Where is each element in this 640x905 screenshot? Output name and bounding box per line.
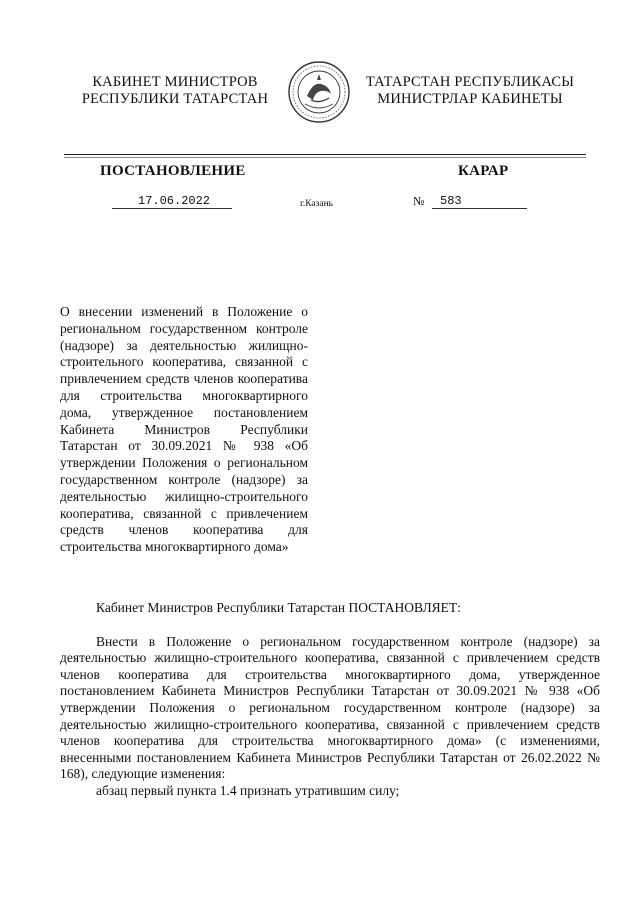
doc-number-field [432, 194, 527, 209]
header-left-line-2: РЕСПУБЛИКИ ТАТАРСТАН [81, 91, 269, 107]
doc-date: 17.06.2022 [138, 194, 211, 208]
doc-subject: О внесении изменений в Положение о региональном государственном контроле (надзоре) за деятельностью жилищно-строительного кооператива, связанной с привлечением средств членов кооператива для строительства многоквартирного дома, утвержденное постановлением Кабинета Министров Республики Татарстан от 30.09.2021 № 938 «Об утверждении Положения о региональном государственном контроле (надзоре) за деятельностью жилищно-строительного кооператива, связанной с привлечением средств членов кооператива для строительства многоквартирного дома» [60, 304, 308, 555]
header-divider-thin [64, 157, 586, 158]
header-right-line-1: ТАТАРСТАН РЕСПУБЛИКАСЫ [365, 74, 575, 90]
number-sign: № [413, 194, 425, 208]
header-left-line-1: КАБИНЕТ МИНИСТРОВ [92, 74, 258, 90]
body-paragraph-1: Внести в Положение о региональном государственном контроле (надзоре) за деятельностью жилищно-строительного кооператива, связанной с привлечением средств членов кооператива для строительства многоквартирного дома, утвержденное постановлением Кабинета Министров Республики Татарстан от 30.09.2021 № 938 «Об утверждении Положения о региональном государственном контроле (надзоре) за деятельностью жилищно-строительного кооператива, связанной с привлечением средств членов кооператива для строительства многоквартирного дома» (с изменениями, внесенными постановлением Кабинета Министров Республики Татарстан от 26.02.2022 № 168), следующие изменения: [60, 633, 600, 782]
doc-date-field [112, 194, 232, 209]
header-right-line-2: МИНИСТРЛАР КАБИНЕТЫ [377, 91, 563, 107]
doc-type-tatar: КАРАР [458, 163, 509, 179]
doc-body [60, 600, 600, 800]
doc-number: 583 [440, 194, 462, 208]
doc-city: г.Казань [300, 199, 334, 209]
header-right [350, 74, 590, 108]
header-divider [64, 154, 586, 155]
coat-of-arms-icon [287, 60, 351, 124]
doc-type-russian: ПОСТАНОВЛЕНИЕ [100, 163, 246, 179]
body-paragraph-2: абзац первый пункта 1.4 признать утратившим силу; [96, 782, 400, 798]
decree-line: Кабинет Министров Республики Татарстан ПОСТАНОВЛЯЕТ: [96, 600, 461, 615]
header-left [60, 74, 290, 108]
